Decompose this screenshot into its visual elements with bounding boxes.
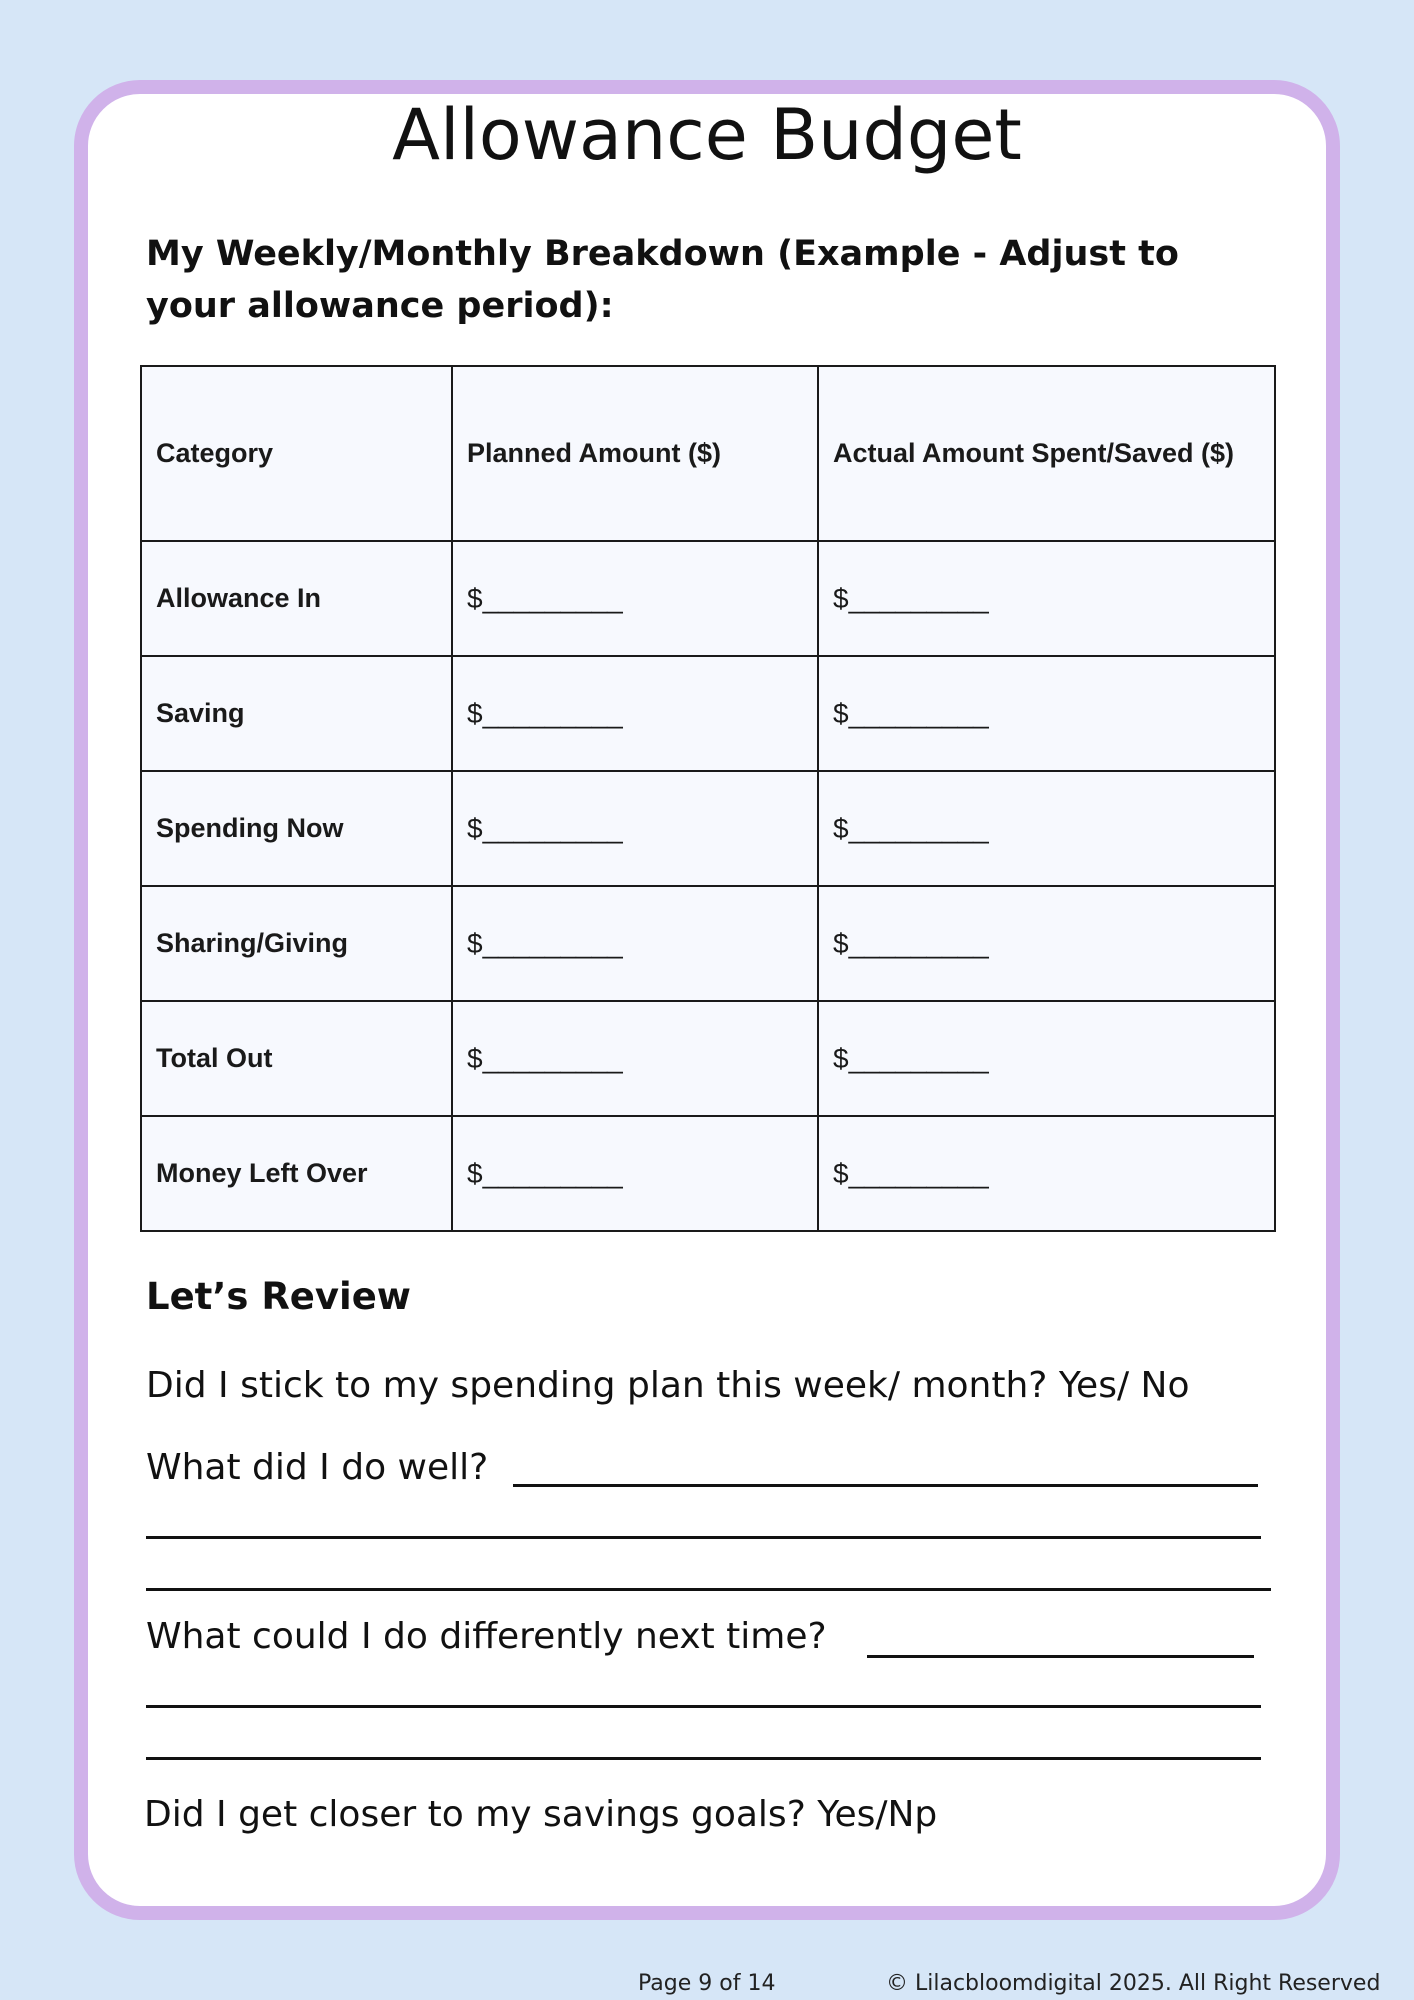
category-cell: Allowance In bbox=[141, 541, 452, 656]
actual-amount-field[interactable]: $_________ bbox=[818, 1116, 1275, 1231]
actual-amount-field[interactable]: $_________ bbox=[818, 541, 1275, 656]
category-cell: Sharing/Giving bbox=[141, 886, 452, 1001]
table-row bbox=[141, 1116, 1275, 1231]
table-header-row bbox=[141, 366, 1275, 541]
planned-amount-field[interactable]: $_________ bbox=[452, 1001, 818, 1116]
planned-amount-field[interactable]: $_________ bbox=[452, 886, 818, 1001]
table-row bbox=[141, 656, 1275, 771]
review-question-well: What did I do well? bbox=[146, 1447, 489, 1488]
actual-amount-field[interactable]: $_________ bbox=[818, 771, 1275, 886]
review-question-differently: What could I do differently next time? bbox=[146, 1616, 827, 1657]
table-row bbox=[141, 771, 1275, 886]
header-category: Category bbox=[141, 366, 452, 541]
header-actual: Actual Amount Spent/Saved ($) bbox=[818, 366, 1275, 541]
category-cell: Spending Now bbox=[141, 771, 452, 886]
actual-amount-field[interactable]: $_________ bbox=[818, 656, 1275, 771]
page-title: Allowance Budget bbox=[392, 94, 1022, 176]
review-question-savings: Did I get closer to my savings goals? Yes/Np bbox=[144, 1794, 938, 1835]
planned-amount-field[interactable]: $_________ bbox=[452, 1116, 818, 1231]
budget-table bbox=[140, 365, 1276, 1232]
header-planned: Planned Amount ($) bbox=[452, 366, 818, 541]
page-number: Page 9 of 14 bbox=[638, 1971, 776, 1996]
answer-line-well-3[interactable] bbox=[146, 1588, 1271, 1591]
answer-line-differently-2[interactable] bbox=[146, 1705, 1261, 1708]
answer-line-well-2[interactable] bbox=[146, 1536, 1261, 1539]
category-cell: Money Left Over bbox=[141, 1116, 452, 1231]
actual-amount-field[interactable]: $_________ bbox=[818, 886, 1275, 1001]
copyright-notice: © Lilacbloomdigital 2025. All Right Reserved bbox=[886, 1971, 1381, 1996]
actual-amount-field[interactable]: $_________ bbox=[818, 1001, 1275, 1116]
table-row bbox=[141, 1001, 1275, 1116]
planned-amount-field[interactable]: $_________ bbox=[452, 656, 818, 771]
review-question-plan: Did I stick to my spending plan this week/ month? Yes/ No bbox=[146, 1365, 1190, 1406]
review-heading: Let’s Review bbox=[146, 1275, 411, 1318]
answer-line-well[interactable] bbox=[513, 1484, 1258, 1487]
planned-amount-field[interactable]: $_________ bbox=[452, 541, 818, 656]
table-row bbox=[141, 886, 1275, 1001]
answer-line-differently-3[interactable] bbox=[146, 1757, 1261, 1760]
category-cell: Saving bbox=[141, 656, 452, 771]
table-row bbox=[141, 541, 1275, 656]
section-subtitle: My Weekly/Monthly Breakdown (Example - Adjust to your allowance period): bbox=[146, 234, 1179, 326]
planned-amount-field[interactable]: $_________ bbox=[452, 771, 818, 886]
category-cell: Total Out bbox=[141, 1001, 452, 1116]
answer-line-differently[interactable] bbox=[867, 1655, 1254, 1658]
